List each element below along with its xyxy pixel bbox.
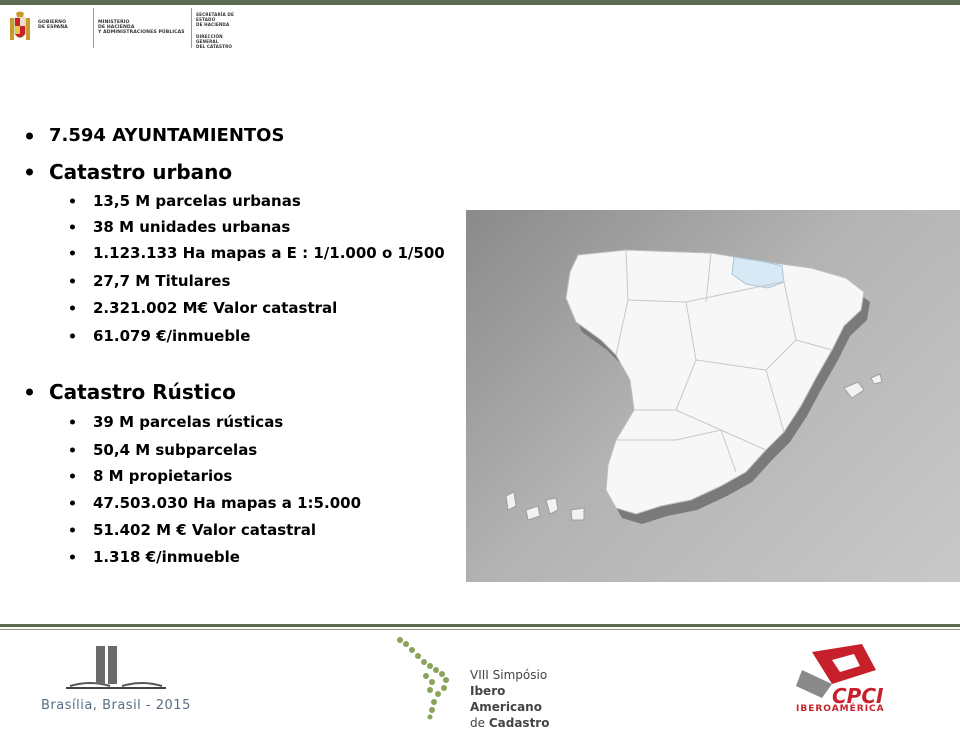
gov-line-2: DE ESPAÑA xyxy=(38,25,68,31)
symposium-line-1: VIII Simpósio xyxy=(470,668,548,682)
americas-map-icon xyxy=(390,632,464,720)
bullet-dot-icon xyxy=(26,389,33,396)
bullet-text: Catastro Rústico xyxy=(49,380,236,404)
bullet-dot-icon xyxy=(70,528,75,533)
bullet-dot-icon xyxy=(70,474,75,479)
bullet-dot-icon xyxy=(70,199,75,204)
spain-map-image xyxy=(466,210,960,582)
top-accent-bar xyxy=(0,0,960,5)
direccion-line-2: DEL CATASTRO xyxy=(196,44,233,49)
coat-of-arms-icon xyxy=(7,10,33,44)
bullet-dot-icon xyxy=(70,448,75,453)
congress-building-icon xyxy=(60,640,172,696)
secretaria-line-2: DE HACIENDA xyxy=(196,22,230,27)
cpci-logo xyxy=(792,640,924,718)
secretaria-line-1: SECRETARÍA DE ESTADO xyxy=(196,12,234,22)
ministry-line-2: DE HACIENDA xyxy=(98,25,135,31)
symposium-line-3: de Cadastro xyxy=(470,716,550,730)
cpci-text: CPCI xyxy=(832,684,884,708)
direccion-line-1: DIRECCIÓN GENERAL xyxy=(196,34,223,44)
footer-divider xyxy=(0,624,960,627)
bullet-dot-icon xyxy=(26,133,33,140)
symposium-logo xyxy=(390,632,570,730)
ministry-line-3: Y ADMINISTRACIONES PÚBLICAS xyxy=(98,30,185,36)
spain-map-icon xyxy=(466,210,960,582)
bullet-dot-icon xyxy=(26,169,33,176)
brasilia-logo xyxy=(60,640,172,696)
bullet-dot-icon xyxy=(70,334,75,339)
bullet-text: 7.594 AYUNTAMIENTOS xyxy=(49,125,285,146)
ministry-line-1: MINISTERIO xyxy=(98,20,130,25)
bullet-dot-icon xyxy=(70,306,75,311)
government-logo xyxy=(5,6,245,50)
bullet-dot-icon xyxy=(70,225,75,230)
bullet-dot-icon xyxy=(70,279,75,284)
bullet-dot-icon xyxy=(70,420,75,425)
bullet-text: Catastro urbano xyxy=(49,160,233,184)
cpci-subtext: IBEROAMÉRICA xyxy=(796,704,885,714)
bullet-dot-icon xyxy=(70,501,75,506)
symposium-line-2: Ibero Americano xyxy=(470,684,542,714)
footer-divider-thin xyxy=(0,629,960,630)
gov-line-1: GOBIERNO xyxy=(38,20,67,25)
bullet-dot-icon xyxy=(70,555,75,560)
bullet-dot-icon xyxy=(70,251,75,256)
footer-city-text: Brasília, Brasil - 2015 xyxy=(41,698,191,713)
